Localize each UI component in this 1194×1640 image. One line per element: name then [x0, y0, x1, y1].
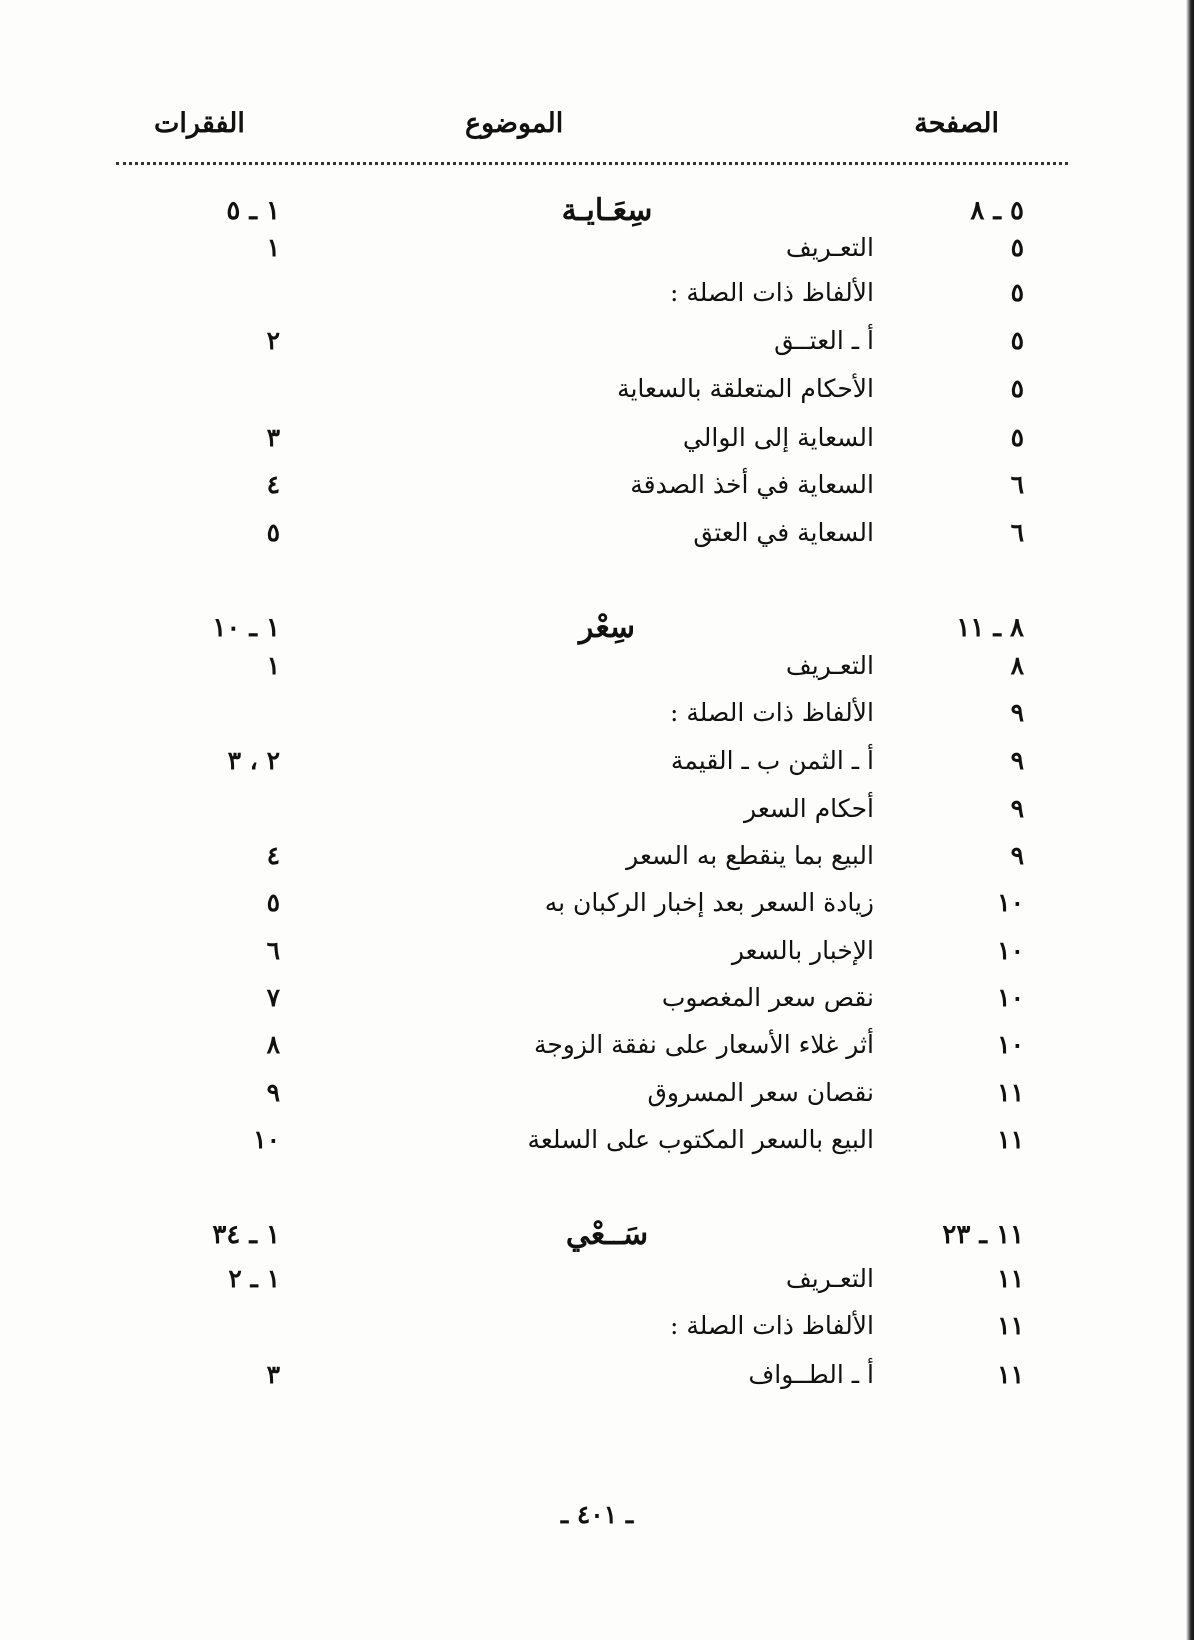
entry-page: ٥	[1010, 278, 1024, 307]
entry-page: ٥	[1010, 423, 1024, 452]
entry-topic: زيادة السعر بعد إخبار الركبان به	[544, 888, 874, 917]
entry-page: ٩	[1010, 698, 1024, 727]
entry-topic: الإخبار بالسعر	[731, 936, 874, 965]
entry-page: ١١	[997, 1264, 1024, 1293]
header-page: الصفحة	[914, 108, 999, 139]
entry-row	[0, 690, 1194, 736]
entry-topic: التعـريف	[785, 651, 874, 680]
entry-page: ١٠	[997, 1030, 1024, 1059]
entry-topic: التعـريف	[785, 233, 874, 262]
entry-row	[0, 462, 1194, 508]
entry-page: ١٠	[997, 983, 1024, 1012]
entry-row	[0, 643, 1194, 689]
entry-page: ٦	[1010, 470, 1024, 499]
entry-paragraphs: ٥	[266, 888, 280, 917]
entry-topic: الألفاظ ذات الصلة :	[669, 1311, 874, 1340]
entry-row	[0, 270, 1194, 316]
entry-topic: أ ـ العتــق	[774, 326, 874, 355]
entry-row	[0, 1070, 1194, 1116]
entry-page: ١٠	[997, 936, 1024, 965]
entry-paragraphs: ٢	[266, 326, 280, 355]
entry-topic: الألفاظ ذات الصلة :	[669, 698, 874, 727]
entry-topic: السعاية في أخذ الصدقة	[630, 470, 874, 499]
entry-row	[0, 510, 1194, 556]
entry-page: ١١ ـ ٢٣	[942, 1220, 1024, 1250]
entry-topic: أ ـ الطــواف	[748, 1360, 874, 1389]
entry-paragraphs: ٣	[266, 423, 280, 452]
entry-row	[0, 1256, 1194, 1302]
entry-paragraphs: ١ ـ ٣٤	[212, 1220, 280, 1250]
entry-topic: نقص سعر المغصوب	[661, 983, 874, 1012]
entry-topic: نقصان سعر المسروق	[647, 1078, 874, 1107]
entry-page: ١٠	[997, 888, 1024, 917]
entry-row	[0, 738, 1194, 784]
entry-paragraphs: ١٠	[253, 1125, 280, 1154]
entry-paragraphs: ١ ـ ٥	[226, 196, 280, 226]
entry-page: ١١	[997, 1078, 1024, 1107]
entry-paragraphs: ٤	[266, 841, 280, 870]
header-topic: الموضوع	[465, 108, 564, 139]
entry-page: ٩	[1010, 841, 1024, 870]
entry-row	[0, 366, 1194, 412]
entry-page: ٥ ـ ٨	[970, 196, 1024, 226]
entry-page: ١١	[997, 1311, 1024, 1340]
entry-page: ١١	[997, 1125, 1024, 1154]
entry-row	[0, 833, 1194, 879]
entry-paragraphs: ٧	[266, 983, 280, 1012]
entry-paragraphs: ١	[266, 233, 280, 262]
entry-page: ٩	[1010, 794, 1024, 823]
entry-paragraphs: ٨	[266, 1030, 280, 1059]
entry-topic: أحكام السعر	[744, 794, 874, 823]
entry-row	[0, 415, 1194, 461]
entry-row	[0, 225, 1194, 271]
entry-topic: أ ـ الثمن ب ـ القيمة	[670, 746, 874, 775]
entry-topic: سِعْر	[578, 610, 636, 645]
entry-paragraphs: ٤	[266, 470, 280, 499]
entry-topic: البيع بما ينقطع به السعر	[626, 841, 874, 870]
entry-paragraphs: ١ ـ ٢	[228, 1264, 280, 1293]
entry-row	[0, 1022, 1194, 1068]
entry-topic: البيع بالسعر المكتوب على السلعة	[527, 1125, 874, 1154]
entry-topic: السعاية في العتق	[693, 518, 874, 547]
entry-topic: سِعَـايـة	[561, 193, 653, 228]
entry-row	[0, 880, 1194, 926]
entry-topic: أثر غلاء الأسعار على نفقة الزوجة	[533, 1030, 874, 1059]
entry-row	[0, 318, 1194, 364]
entry-paragraphs: ١	[266, 651, 280, 680]
entry-page: ٦	[1010, 518, 1024, 547]
entry-page: ٥	[1010, 326, 1024, 355]
entry-page: ٨ ـ ١١	[956, 613, 1024, 643]
entry-row	[0, 975, 1194, 1021]
entry-paragraphs: ٥	[266, 518, 280, 547]
entry-page: ١١	[997, 1360, 1024, 1389]
header-paragraphs: الفقرات	[154, 108, 245, 139]
entry-row	[0, 1117, 1194, 1163]
entry-topic: السعاية إلى الوالي	[682, 423, 874, 452]
entry-row	[0, 1303, 1194, 1349]
entry-topic: الأحكام المتعلقة بالسعاية	[617, 374, 874, 403]
entry-topic: الألفاظ ذات الصلة :	[669, 278, 874, 307]
entry-topic: التعـريف	[785, 1264, 874, 1293]
entry-paragraphs: ٩	[266, 1078, 280, 1107]
entry-topic: سَــعْي	[565, 1217, 649, 1252]
entry-page: ٥	[1010, 374, 1024, 403]
entry-page: ٨	[1010, 651, 1024, 680]
entry-page: ٩	[1010, 746, 1024, 775]
entry-page: ٥	[1010, 233, 1024, 262]
entry-paragraphs: ٣	[266, 1360, 280, 1389]
entry-row	[0, 786, 1194, 832]
footer-page-number: ـ ٤٠١ ـ	[560, 1500, 634, 1529]
entry-row	[0, 928, 1194, 974]
entry-row	[0, 1352, 1194, 1398]
entry-paragraphs: ٦	[266, 936, 280, 965]
entry-heading-row	[0, 1212, 1194, 1258]
entry-paragraphs: ١ ـ ١٠	[212, 613, 280, 643]
entry-paragraphs: ٢ ، ٣	[227, 746, 280, 775]
